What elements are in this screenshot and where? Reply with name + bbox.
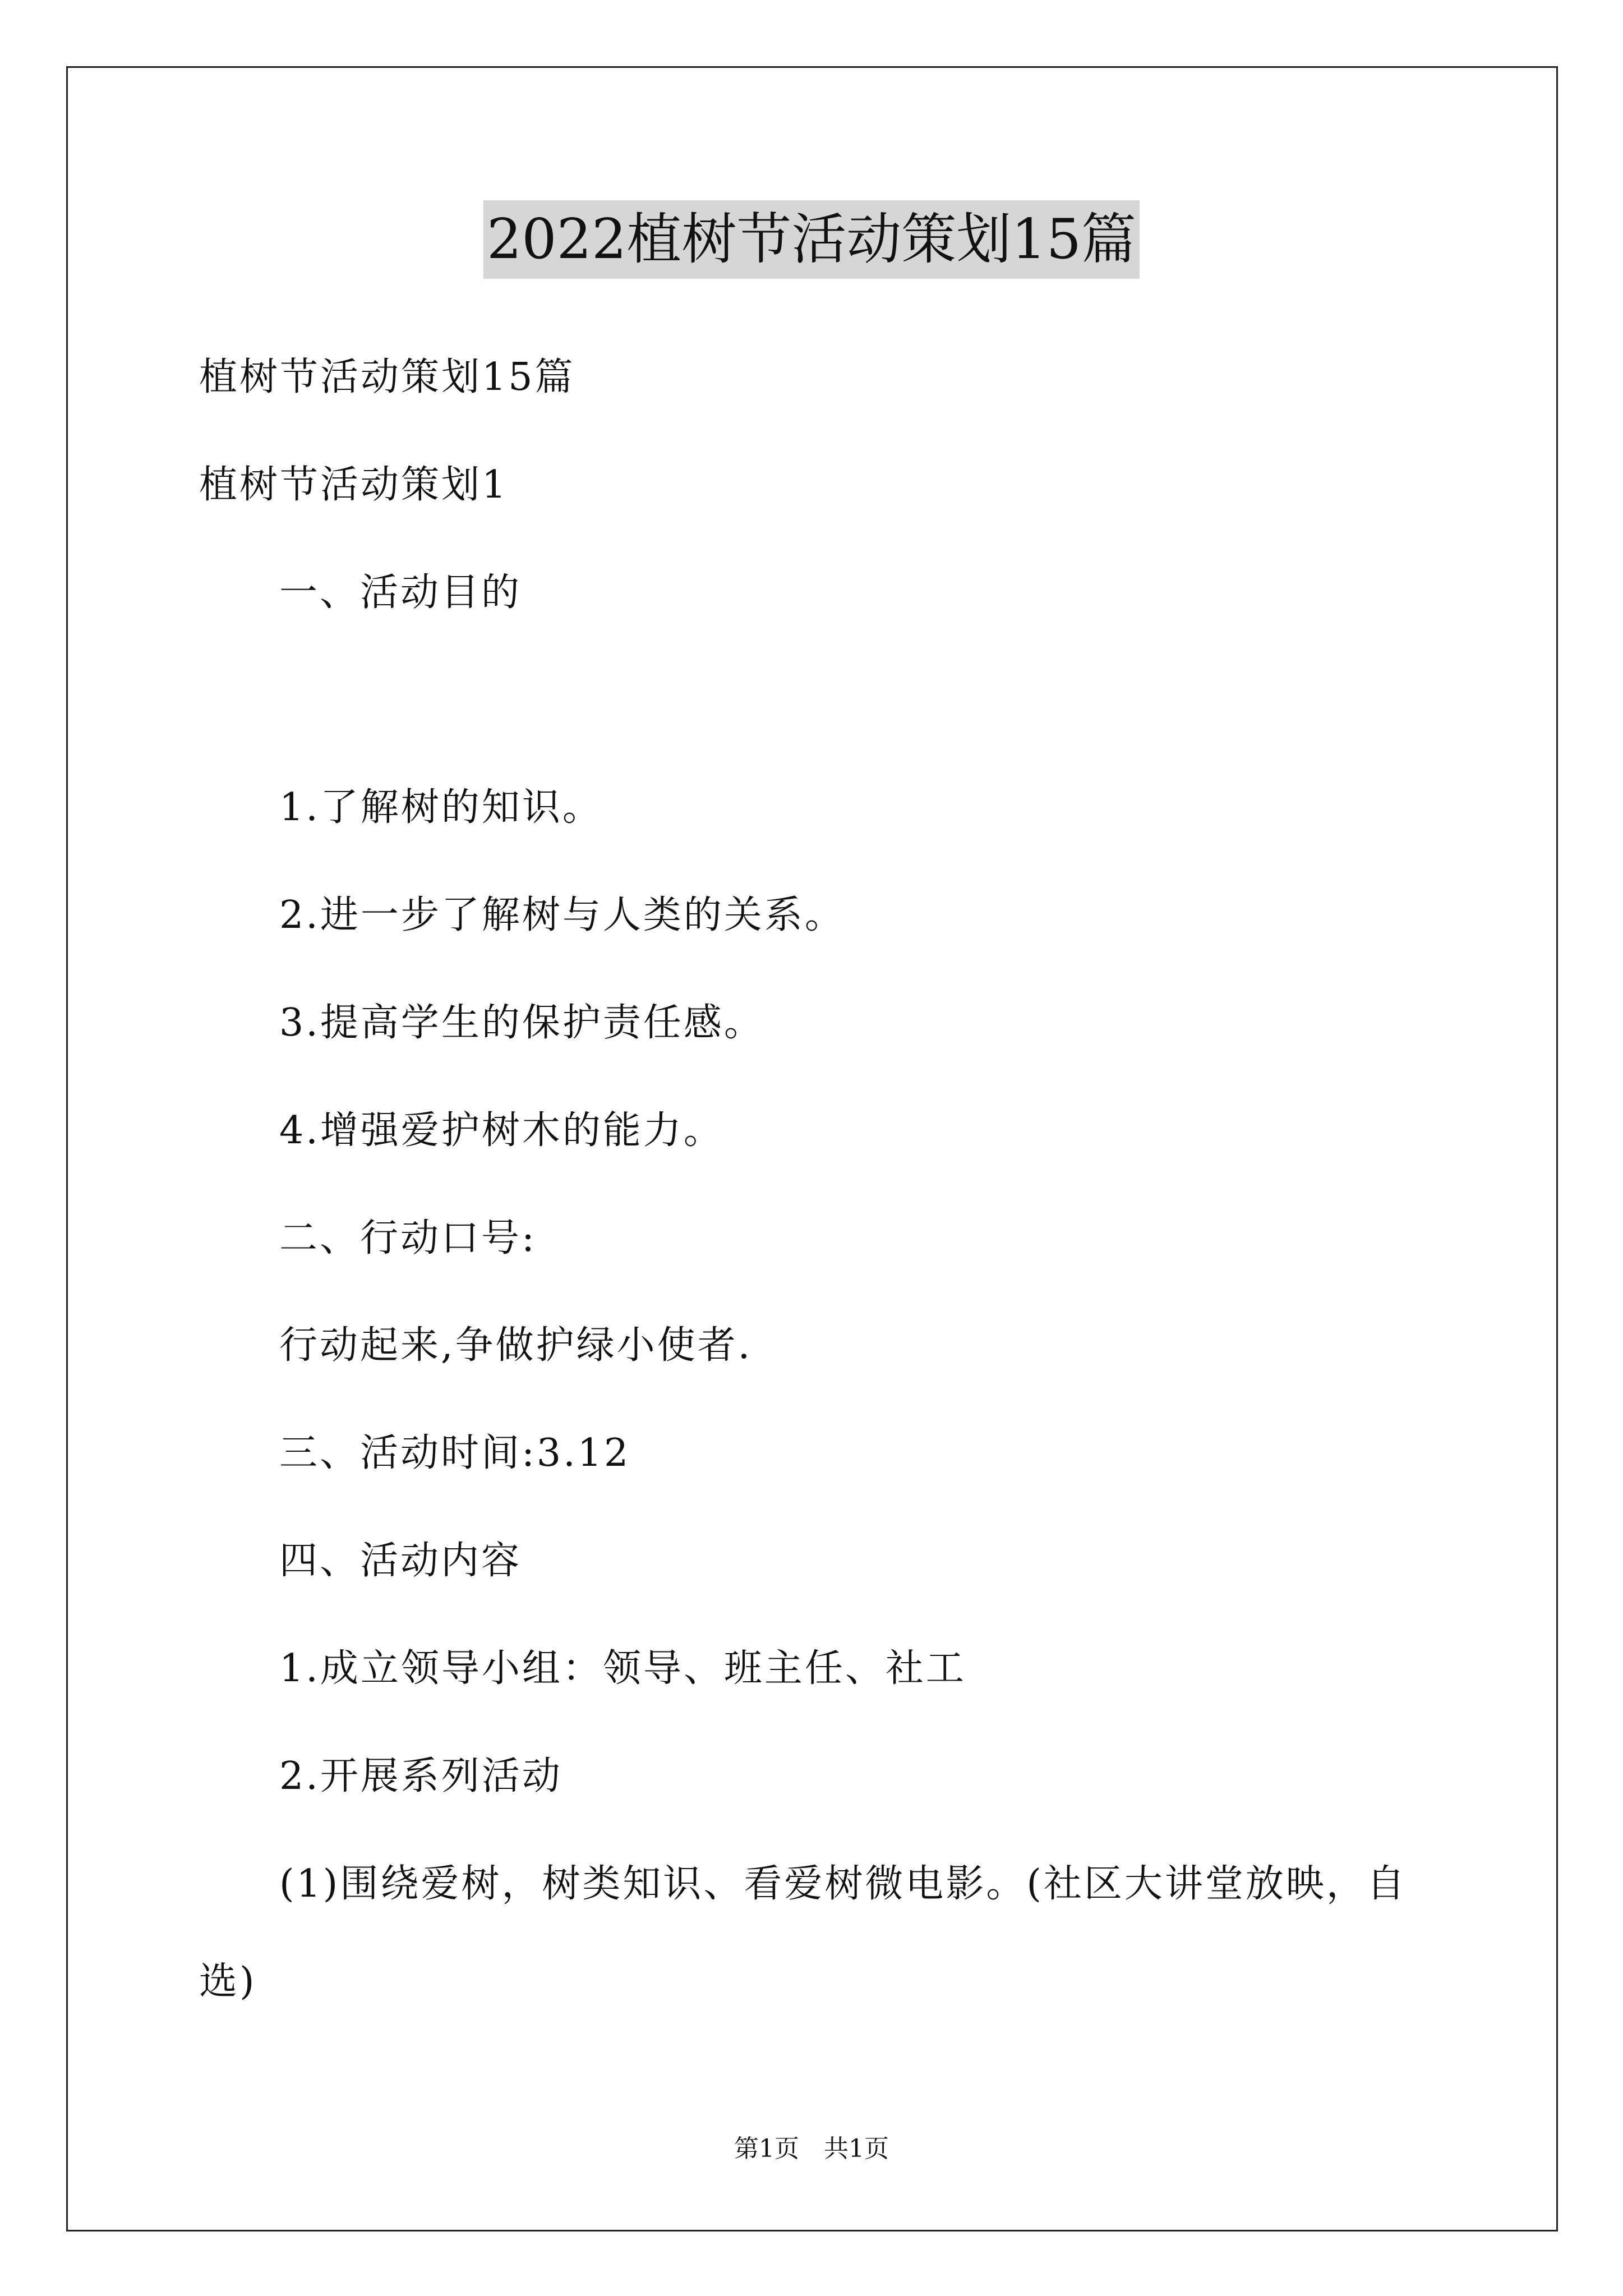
heading-slogan: 二、行动口号: xyxy=(279,1216,537,1260)
heading-content: 四、活动内容 xyxy=(279,1539,522,1583)
section-heading: 植树节活动策划1 xyxy=(199,463,509,507)
purpose-item-2: 2.进一步了解树与人类的关系。 xyxy=(279,893,845,937)
heading-purpose: 一、活动目的 xyxy=(279,570,522,615)
content-item-2: 2.开展系列活动 xyxy=(279,1754,562,1798)
document-title-text: 2022植树节活动策划15篇 xyxy=(483,200,1140,279)
content-item-1: 1.成立领导小组：领导、班主任、社工 xyxy=(279,1646,966,1691)
document-title xyxy=(0,200,1623,279)
purpose-item-1: 1.了解树的知识。 xyxy=(279,785,603,830)
content-subitem-1-continued: 选) xyxy=(199,1959,257,2004)
purpose-item-3: 3.提高学生的保护责任感。 xyxy=(279,1001,764,1045)
purpose-item-4: 4.增强爱护树木的能力。 xyxy=(279,1108,724,1153)
heading-time: 三、活动时间:3.12 xyxy=(279,1431,631,1475)
subtitle-line: 植树节活动策划15篇 xyxy=(199,355,575,399)
content-subitem-1: (1)围绕爱树，树类知识、看爱树微电影。(社区大讲堂放映，自 xyxy=(279,1862,1407,1906)
page-number-footer: 第1页 共1页 xyxy=(734,2134,889,2163)
slogan-text: 行动起来,争做护绿小使者. xyxy=(279,1323,753,1368)
